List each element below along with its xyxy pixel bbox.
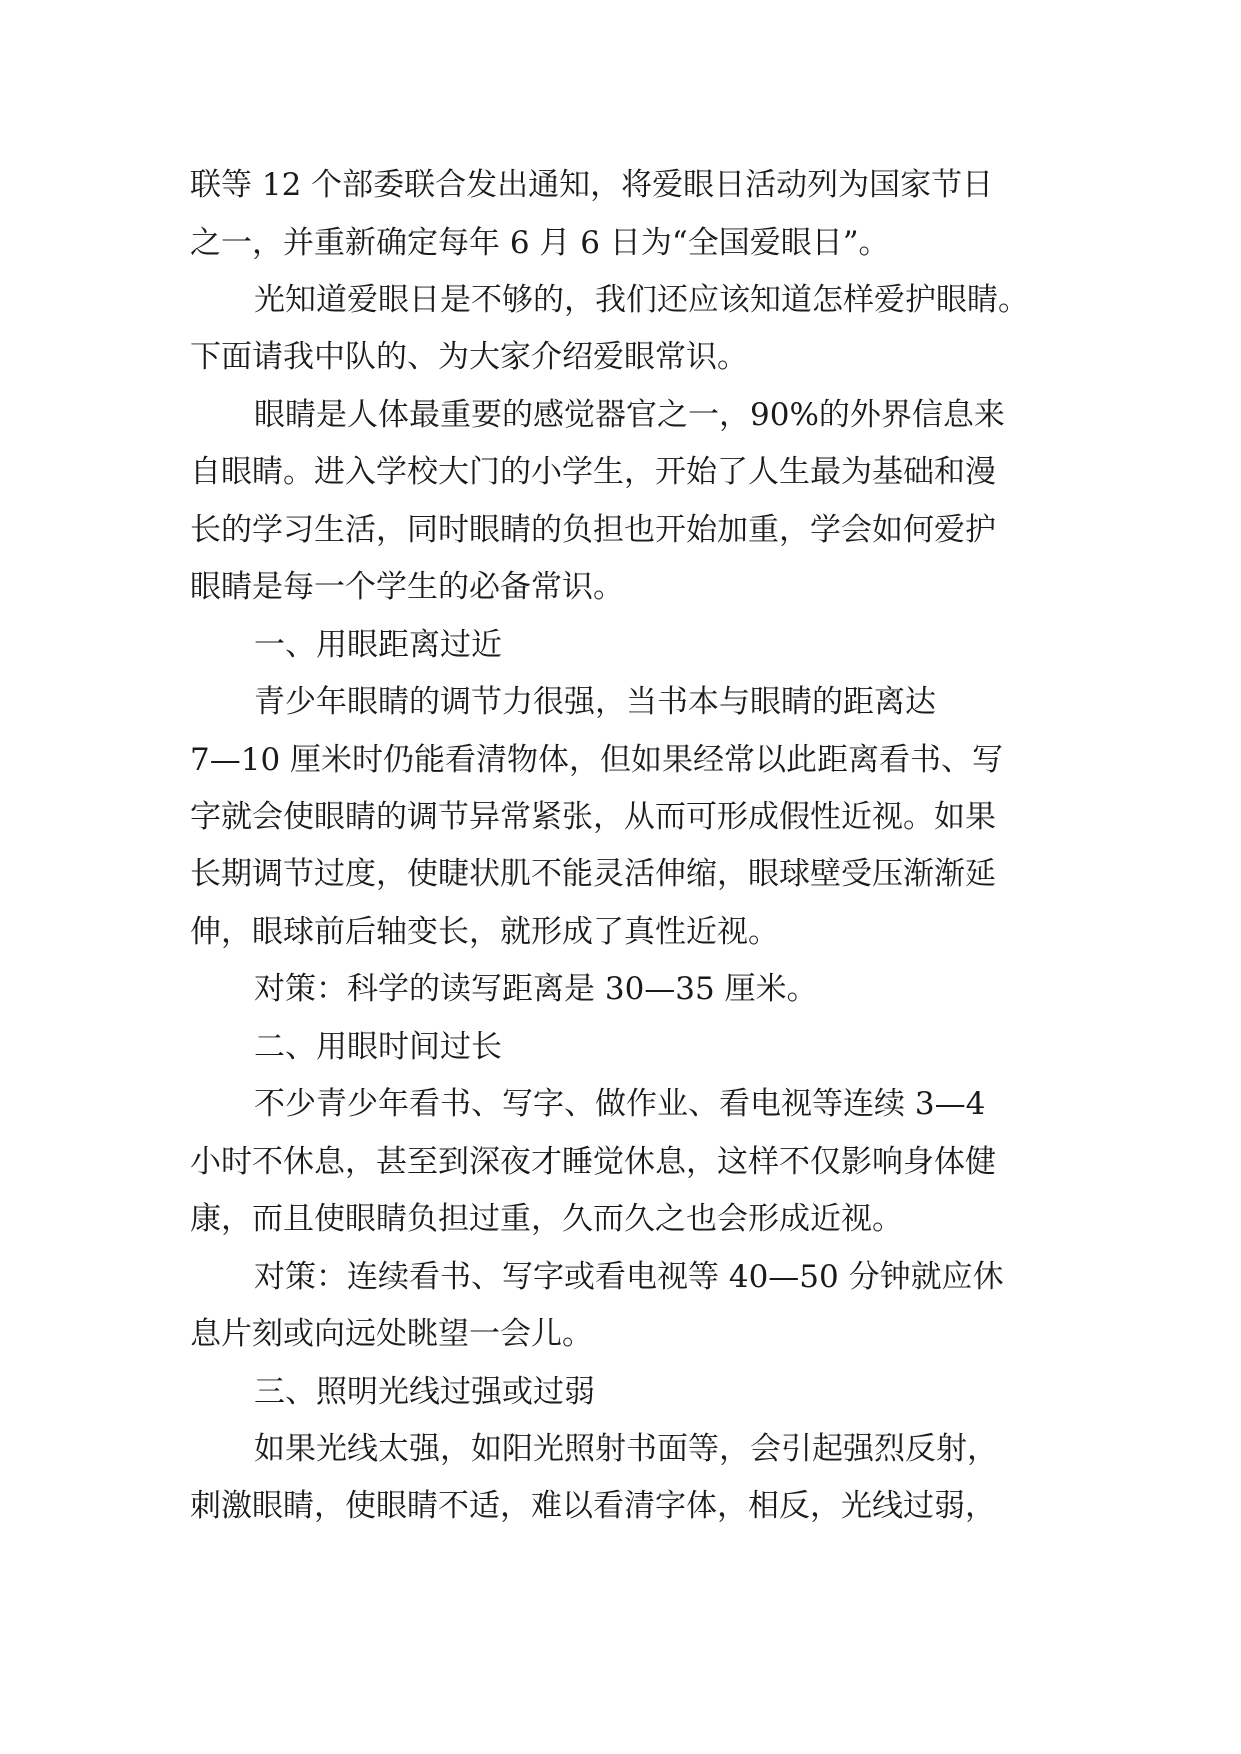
paragraph-start: 不少青少年看书、写字、做作业、看电视等连续 3—4 xyxy=(254,1086,986,1122)
text-line: 小时不休息，甚至到深夜才睡觉休息，这样不仅影响身体健 xyxy=(190,1144,996,1180)
paragraph-start: 光知道爱眼日是不够的，我们还应该知道怎样爱护眼睛。 xyxy=(254,282,1029,318)
text-line: 长期调节过度，使睫状肌不能灵活伸缩，眼球壁受压渐渐延 xyxy=(190,856,996,892)
text-line: 刺激眼睛，使眼睛不适，难以看清字体，相反，光线过弱， xyxy=(190,1488,996,1524)
text-line: 自眼睛。进入学校大门的小学生，开始了人生最为基础和漫 xyxy=(190,454,996,490)
paragraph-start: 如果光线太强，如阳光照射书面等，会引起强烈反射， xyxy=(254,1431,998,1467)
text-line: 眼睛是每一个学生的必备常识。 xyxy=(190,569,624,605)
text-line: 康，而且使眼睛负担过重，久而久之也会形成近视。 xyxy=(190,1201,903,1237)
text-line: 7—10 厘米时仍能看清物体，但如果经常以此距离看书、写 xyxy=(190,742,1004,778)
paragraph-start: 眼睛是人体最重要的感觉器官之一，90%的外界信息来 xyxy=(254,397,1005,433)
section-heading: 一、用眼距离过近 xyxy=(254,627,502,663)
text-line: 伸，眼球前后轴变长，就形成了真性近视。 xyxy=(190,914,779,950)
section-heading: 二、用眼时间过长 xyxy=(254,1029,502,1065)
section-heading: 三、照明光线过强或过弱 xyxy=(254,1374,595,1410)
text-line: 联等 12 个部委联合发出通知，将爱眼日活动列为国家节日 xyxy=(190,167,994,203)
text-line: 下面请我中队的、为大家介绍爱眼常识。 xyxy=(190,339,748,375)
text-line: 之一，并重新确定每年 6 月 6 日为“全国爱眼日”。 xyxy=(190,225,890,261)
paragraph-start: 对策：科学的读写距离是 30—35 厘米。 xyxy=(254,971,818,1007)
text-line: 长的学习生活，同时眼睛的负担也开始加重，学会如何爱护 xyxy=(190,512,996,548)
paragraph-start: 青少年眼睛的调节力很强，当书本与眼睛的距离达 xyxy=(254,684,936,720)
text-line: 字就会使眼睛的调节异常紧张，从而可形成假性近视。如果 xyxy=(190,799,996,835)
text-line: 息片刻或向远处眺望一会儿。 xyxy=(190,1316,593,1352)
paragraph-start: 对策：连续看书、写字或看电视等 40—50 分钟就应休 xyxy=(254,1259,1004,1295)
